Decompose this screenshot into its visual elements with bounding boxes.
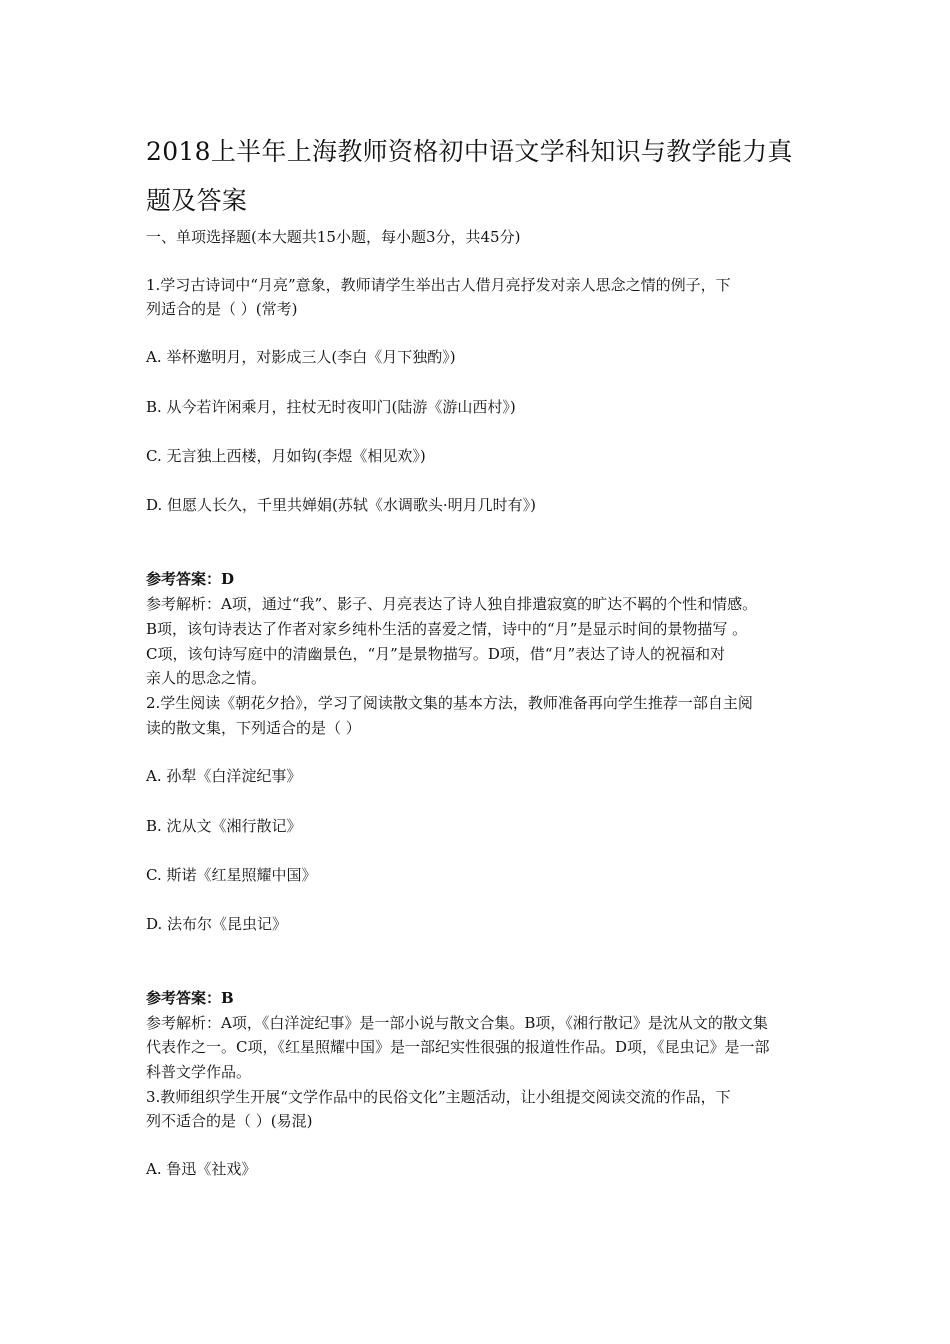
question-1-analysis-line-4: 亲人的思念之情。 xyxy=(146,669,267,687)
question-2-option-d: D. 法布尔《昆虫记》 xyxy=(146,915,288,933)
question-2-option-a: A. 孙犁《白洋淀纪事》 xyxy=(146,767,302,785)
question-2-stem-line-1: 2.学生阅读《朝花夕拾》，学习了阅读散文集的基本方法，教师准备再向学生推荐一部自主阅 xyxy=(146,694,753,712)
section-header: 一、单项选择题(本大题共15小题，每小题3分，共45分) xyxy=(146,228,521,246)
question-1-stem-line-2: 列适合的是（ ）(常考) xyxy=(146,300,298,318)
question-1-option-b: B. 从今若许闲乘月，拄杖无时夜叩门(陆游《游山西村》) xyxy=(146,398,516,416)
question-3-stem-line-1: 3.教师组织学生开展“文学作品中的民俗文化”主题活动，让小组提交阅读交流的作品，下 xyxy=(146,1088,731,1106)
question-3-option-a: A. 鲁迅《社戏》 xyxy=(146,1160,257,1178)
question-2-analysis-line-3: 科普文学作品。 xyxy=(146,1063,252,1081)
question-2-answer: 参考答案：B xyxy=(146,989,234,1007)
question-1-option-d: D. 但愿人长久，千里共婵娟(苏轼《水调歌头·明月几时有》) xyxy=(146,496,537,514)
question-2-analysis-line-2: 代表作之一。C项，《红星照耀中国》是一部纪实性很强的报道性作品。D项，《昆虫记》是一部 xyxy=(146,1038,770,1056)
question-1-analysis-line-3: C项，该句诗写庭中的清幽景色，“月”是景物描写。D项，借“月”表达了诗人的祝福和对 xyxy=(146,645,726,663)
question-3-stem-line-2: 列不适合的是（ ）(易混) xyxy=(146,1112,313,1130)
document-title-line-1: 2018上半年上海教师资格初中语文学科知识与教学能力真 xyxy=(146,137,793,166)
question-2-analysis-line-1: 参考解析：A项，《白洋淀纪事》是一部小说与散文合集。B项，《湘行散记》是沈从文的散文集 xyxy=(146,1014,768,1032)
question-1-stem-line-1: 1.学习古诗词中“月亮”意象，教师请学生举出古人借月亮抒发对亲人思念之情的例子，下 xyxy=(146,276,731,294)
question-1-analysis-line-2: B项，该句诗表达了作者对家乡纯朴生活的喜爱之情，诗中的“月”是显示时间的景物描写 。 xyxy=(146,620,748,638)
question-2-option-c: C. 斯诺《红星照耀中国》 xyxy=(146,866,317,884)
question-1-option-a: A. 举杯邀明月，对影成三人(李白《月下独酌》) xyxy=(146,348,456,366)
question-2-option-b: B. 沈从文《湘行散记》 xyxy=(146,817,302,835)
question-1-answer: 参考答案：D xyxy=(146,570,235,588)
question-1-option-c: C. 无言独上西楼，月如钩(李煜《相见欢》) xyxy=(146,447,426,465)
document-title-line-2: 题及答案 xyxy=(146,186,248,215)
question-2-stem-line-2: 读的散文集，下列适合的是（ ） xyxy=(146,719,361,737)
question-1-analysis-line-1: 参考解析：A项，通过“我”、影子、月亮表达了诗人独自排遣寂寞的旷达不羁的个性和情感。 xyxy=(146,595,758,613)
